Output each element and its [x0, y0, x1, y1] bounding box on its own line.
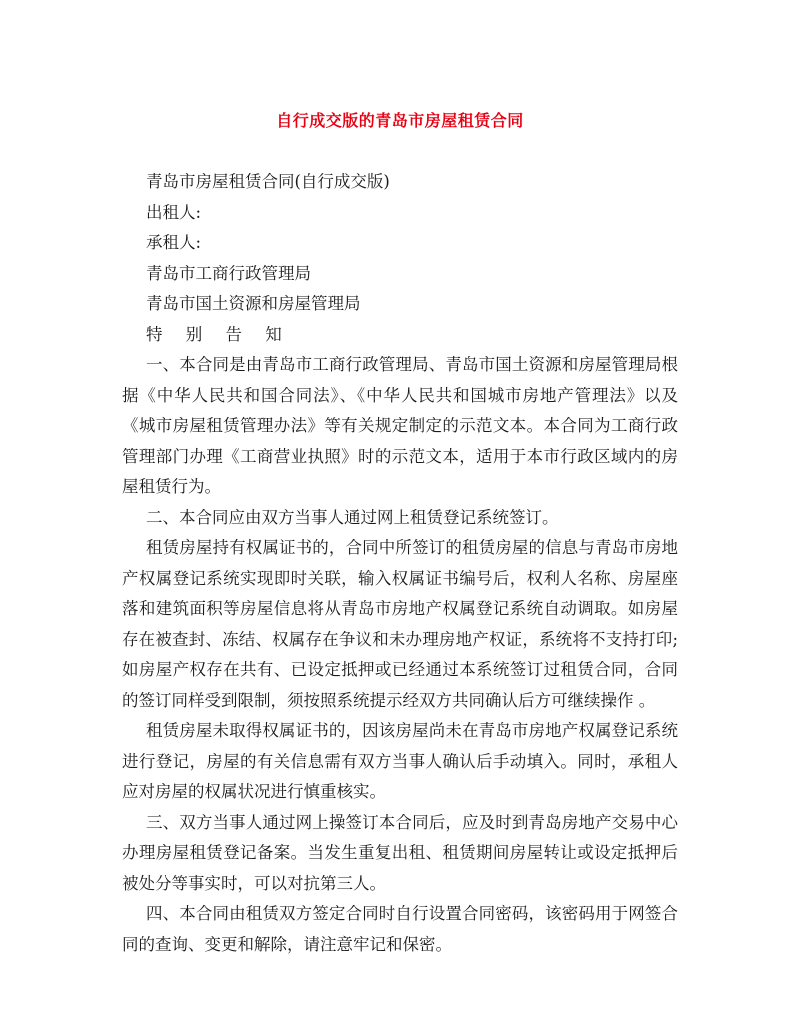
lessor-line: 出租人:	[146, 202, 202, 222]
paragraph-5: 三、双方当事人通过网上操签订本合同后，应及时到青岛房地产交易中心办理房屋租赁登记备案。当发生重复出租、租赁期间房屋转让或设定抵押后被处分等事实时，可以对抗第三人。	[122, 812, 678, 893]
paragraph-1: 一、本合同是由青岛市工商行政管理局、青岛市国土资源和房屋管理局根据《中华人民共和国合同法》、《中华人民共和国城市房地产管理法》以及《城市房屋租赁管理办法》等有关规定制定的示范文本。本合同为工商行政管理部门办理《工商营业执照》时的示范文本，适用于本市行政区域内的房屋租赁行为。	[122, 355, 678, 496]
document-body	[122, 167, 678, 960]
contract-name-line: 青岛市房屋租赁合同(自行成交版)	[146, 172, 390, 191]
paragraph-3: 租赁房屋持有权属证书的，合同中所签订的租赁房屋的信息与青岛市房地产权属登记系统实现即时关联，输入权属证书编号后，权利人名称、房屋座落和建筑面积等房屋信息将从青岛市房地产权属登记系统自动调取。如房屋存在被查封、冻结、权属存在争议和未办理房地产权证，系统将不支持打印;如房屋产权存在共有、已设定抵押或已经通过本系统签订过租赁合同，合同的签订同样受到限制，须按照系统提示经双方共同确认后方可继续操作 。	[122, 538, 678, 710]
issuer-line-1: 青岛市工商行政管理局	[146, 263, 311, 283]
lessee-line: 承租人:	[146, 233, 202, 252]
paragraph-4: 租赁房屋未取得权属证书的，因该房屋尚未在青岛市房地产权属登记系统进行登记，房屋的有关信息需有双方当事人确认后手动填入。同时，承租人应对房屋的权属状况进行慎重核实。	[122, 721, 678, 801]
paragraph-6: 四、本合同由租赁双方签定合同时自行设置合同密码，该密码用于网签合同的查询、变更和解除，请注意牢记和保密。	[122, 904, 678, 954]
paragraph-2: 二、本合同应由双方当事人通过网上租赁登记系统签订。	[146, 507, 559, 527]
document-title: 自行成交版的青岛市房屋租赁合同	[276, 111, 524, 130]
special-notice-heading: 特 别 告 知	[146, 324, 291, 344]
issuer-line-2: 青岛市国土资源和房屋管理局	[146, 294, 361, 313]
